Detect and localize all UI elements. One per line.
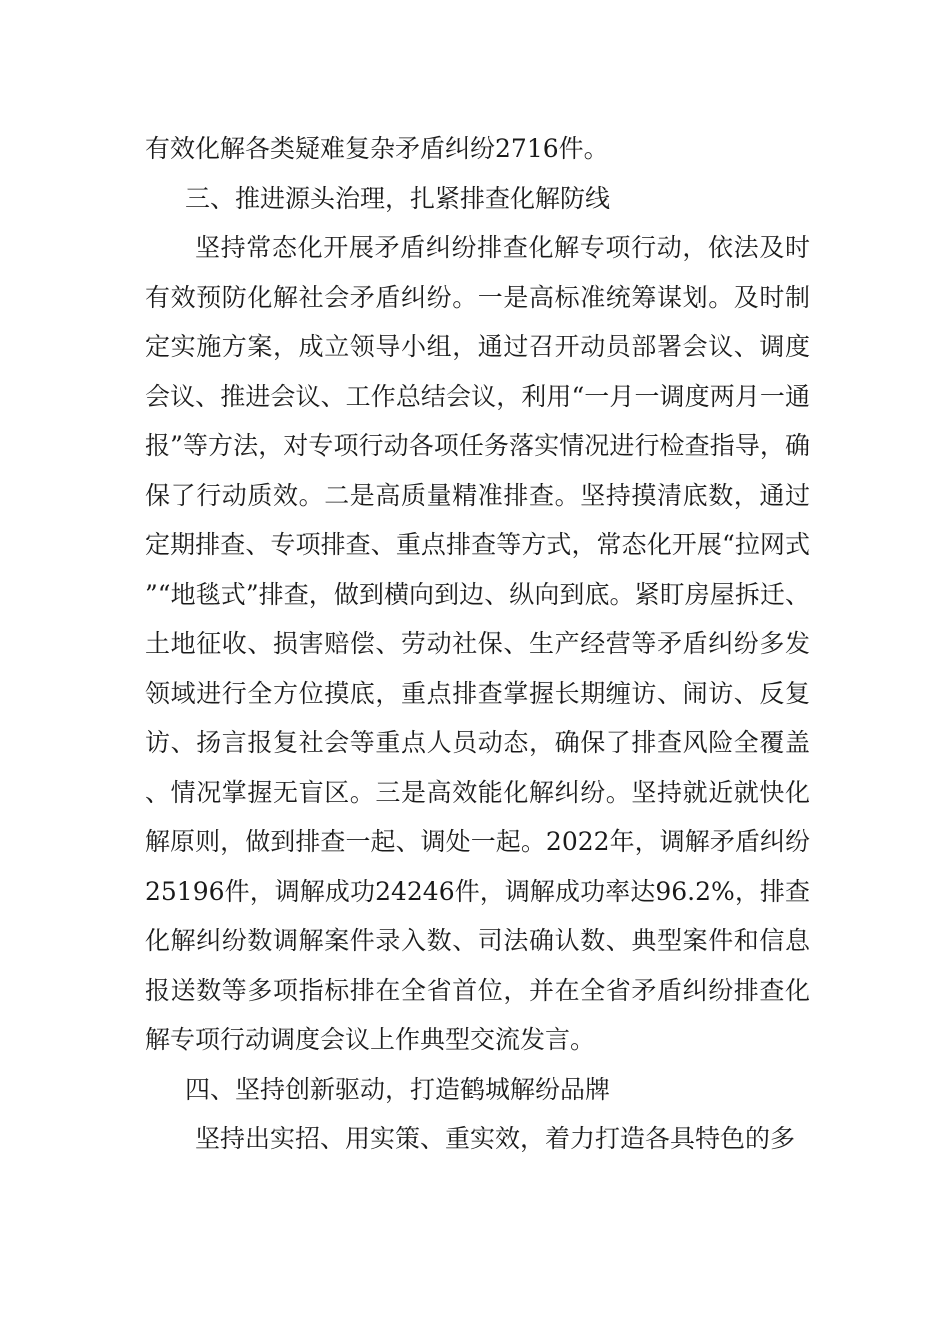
section-heading-3: 三、推进源头治理，扎紧排查化解防线 (185, 183, 611, 213)
document-body (145, 124, 810, 1164)
paragraph-section-4-body: 坚持出实招、用实策、重实效，着力打造各具特色的多 (195, 1124, 796, 1153)
paragraph-section-3-body: 坚持常态化开展矛盾纠纷排查化解专项行动，依法及时有效预防化解社会矛盾纠纷。一是高标准统筹谋划。及时制定实施方案，成立领导小组，通过召开动员部署会议、调度会议、推进会议、工作总结会议，利用“一月一调度两月一通报”等方法，对专项行动各项任务落实情况进行检查指导，确保了行动质效。二是高质量精准排查。坚持摸清底数，通过定期排查、专项排查、重点排查等方式，常态化开展“拉网式”“地毯式”排查，做到横向到边、纵向到底。紧盯房屋拆迁、土地征收、损害赔偿、劳动社保、生产经营等矛盾纠纷多发领域进行全方位摸底，重点排查掌握长期缠访、闹访、反复访、扬言报复社会等重点人员动态，确保了排查风险全覆盖、情况掌握无盲区。三是高效能化解纠纷。坚持就近就快化解原则，做到排查一起、调处一起。2022年，调解矛盾纠纷25196件，调解成功24246件，调解成功率达96.2%，排查化解纠纷数调解案件录入数、司法确认数、典型案件和信息报送数等多项指标排在全省首位，并在全省矛盾纠纷排查化解专项行动调度会议上作典型交流发言。 (145, 233, 810, 1054)
paragraph-continuation: 有效化解各类疑难复杂矛盾纠纷2716件。 (145, 134, 609, 163)
section-heading-4: 四、坚持创新驱动，打造鹤城解纷品牌 (185, 1074, 611, 1104)
